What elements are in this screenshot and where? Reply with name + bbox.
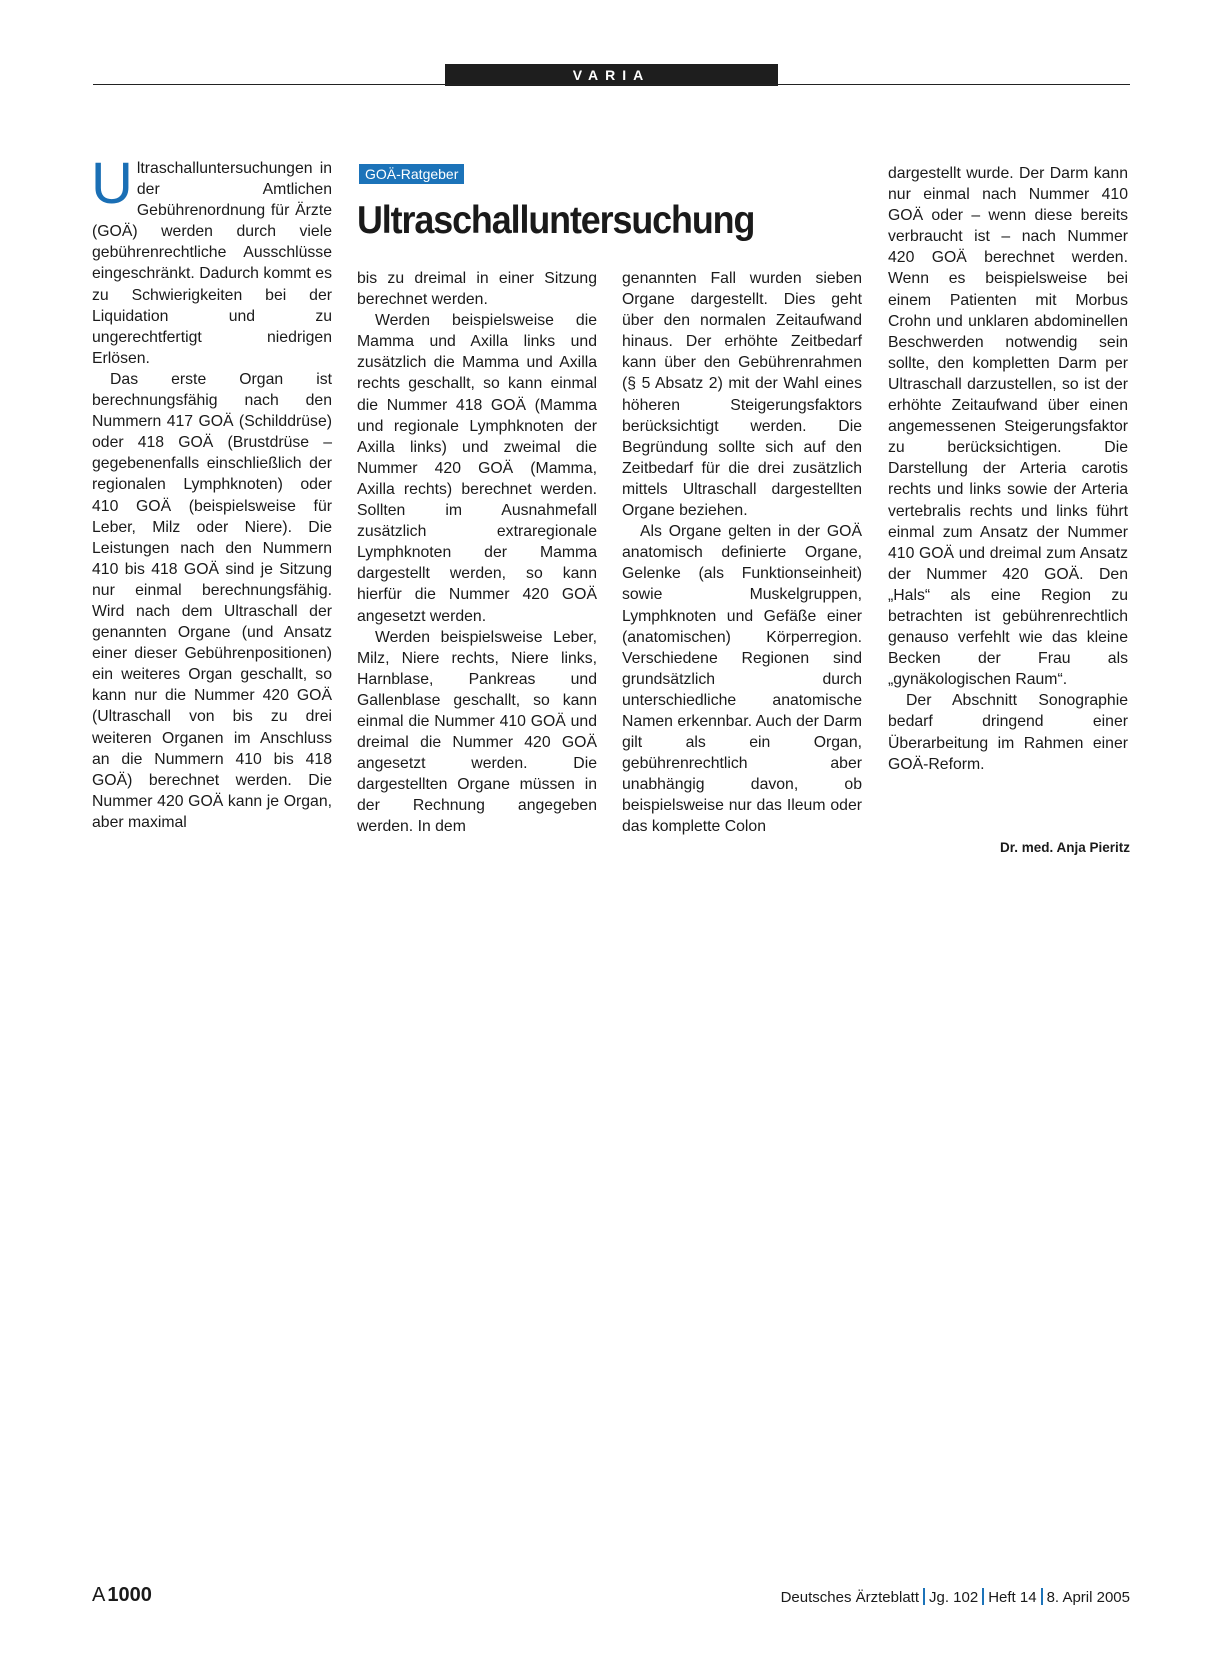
author-byline: Dr. med. Anja Pieritz xyxy=(999,840,1130,855)
separator xyxy=(1041,1588,1043,1605)
header-rule xyxy=(93,84,1130,85)
paragraph: genannten Fall wurden sieben Organe dargestellt. Dies geht über den normalen Zeitaufwand hinaus. Der erhöhte Zeitbedarf kann über den Gebührenrahmen (§ 5 Absatz 2) mit der Wahl eines höheren Steigerungsfaktors berücksichtigt werden. Die Begründung sollte sich auf den Zeitbedarf für die drei zusätzlich mittels Ultraschall dargestellten Organe beziehen. xyxy=(622,270,862,520)
text-column-4 xyxy=(888,163,1128,775)
article-title: Ultraschalluntersuchung xyxy=(357,199,755,242)
paragraph: Als Organe gelten in der GOÄ anatomisch definierte Organe, Gelenke (als Funktionseinheit) sowie Muskelgruppen, Lymphknoten und Gefäße einer (anatomischen) Körperregion. Verschiedene Regionen sind grundsätzlich durch unterschiedliche anatomische Namen erkennbar. Auch der Darm gilt als ein Organ, gebührenrechtlich aber unabhängig davon, ob beispielsweise nur das Ileum oder das komplette Colon xyxy=(622,523,862,836)
paragraph: Werden beispielsweise die Mamma und Axilla links und zusätzlich die Mamma und Axilla rechts geschallt, so kann einmal die Nummer 418 GOÄ (Mamma und regionale Lymphknoten der Axilla links) und zweimal die Nummer 420 GOÄ (Mamma, Axilla rechts) berechnet werden. Sollten im Ausnahmefall zusätzlich extraregionale Lymphknoten der Mamma dargestellt werden, so kann hierfür die Nummer 420 GOÄ angesetzt werden. xyxy=(357,312,597,625)
text-column-3 xyxy=(622,268,862,838)
paragraph: Das erste Organ ist berechnungsfähig nach den Nummern 417 GOÄ (Schilddrüse) oder 418 GOÄ (Brustdrüse – gegebenenfalls einschließlich der regionalen Lymphknoten) oder 410 GOÄ (beispielsweise für Leber, Milz oder Niere). Die Leistungen nach den Nummern 410 bis 418 GOÄ sind je Sitzung nur einmal berechnungsfähig. Wird nach dem Ultraschall der genannten Organe (und Ansatz einer dieser Gebührenpositionen) ein weiteres Organ geschallt, so kann nur die Nummer 420 GOÄ (Ultraschall von bis zu drei weiteren Organen im Anschluss an die Nummern 410 bis 418 GOÄ) berechnet werden. Die Nummer 420 GOÄ kann je Organ, aber maximal xyxy=(92,370,332,831)
separator xyxy=(923,1588,925,1605)
article-kicker: GOÄ-Ratgeber xyxy=(359,164,464,184)
drop-cap: U xyxy=(91,151,133,216)
issue-date: 8. April 2005 xyxy=(1046,1589,1130,1606)
text-column-2 xyxy=(357,268,597,838)
page-number xyxy=(92,1584,152,1607)
volume: Jg. 102 xyxy=(929,1589,979,1606)
journal-name: Deutsches Ärzteblatt xyxy=(780,1589,919,1606)
paragraph: Werden beispielsweise Leber, Milz, Niere rechts, Niere links, Harnblase, Pankreas und Gallenblase geschallt, so kann einmal die Nummer 410 GOÄ und dreimal die Nummer 420 GOÄ angesetzt werden. Die dargestellten Organe müssen in der Rechnung angegeben werden. In dem xyxy=(357,628,597,836)
text-column-1 xyxy=(91,151,332,833)
paragraph: Der Abschnitt Sonographie bedarf dringend einer Überarbeitung im Rahmen einer GOÄ-Reform. xyxy=(888,692,1128,773)
page-prefix: A xyxy=(92,1584,106,1606)
paragraph xyxy=(91,151,332,369)
paragraph: bis zu dreimal in einer Sitzung berechnet werden. xyxy=(357,270,597,309)
separator xyxy=(982,1588,984,1605)
paragraph-text: ltraschalluntersuchungen in der Amtlichen Gebührenordnung für Ärzte (GOÄ) werden durch viele gebührenrechtliche Ausschlüsse eingeschränkt. Dadurch kommt es zu Schwierigkeiten bei der Liquidation und zu ungerechtfertigt niedrigen Erlösen. xyxy=(92,160,332,367)
paragraph: dargestellt wurde. Der Darm kann nur einmal nach Nummer 410 GOÄ oder – wenn diese bereits verbraucht ist – nach Nummer 420 GOÄ berechnet werden. Wenn es beispielsweise bei einem Patienten mit Morbus Crohn und unklaren abdominellen Beschwerden notwendig sein sollte, den kompletten Darm per Ultraschall darzustellen, so ist der erhöhte Zeitaufwand über einen angemessenen Steigerungsfaktor zu berücksichtigen. Die Darstellung der Arteria carotis rechts und links sowie der Arteria vertebralis rechts und links führt einmal zum Ansatz der Nummer 410 GOÄ und dreimal zum Ansatz der Nummer 420 GOÄ. Den „Hals“ als eine Region zu betrachten ist gebührenrechtlich genauso verfehlt wie das kleine Becken der Frau als „gynäkologischen Raum“. xyxy=(888,165,1128,689)
section-label: VARIA xyxy=(445,64,778,86)
page-number-value: 1000 xyxy=(107,1584,152,1606)
footer-citation xyxy=(781,1588,1130,1606)
issue: Heft 14 xyxy=(988,1589,1037,1606)
